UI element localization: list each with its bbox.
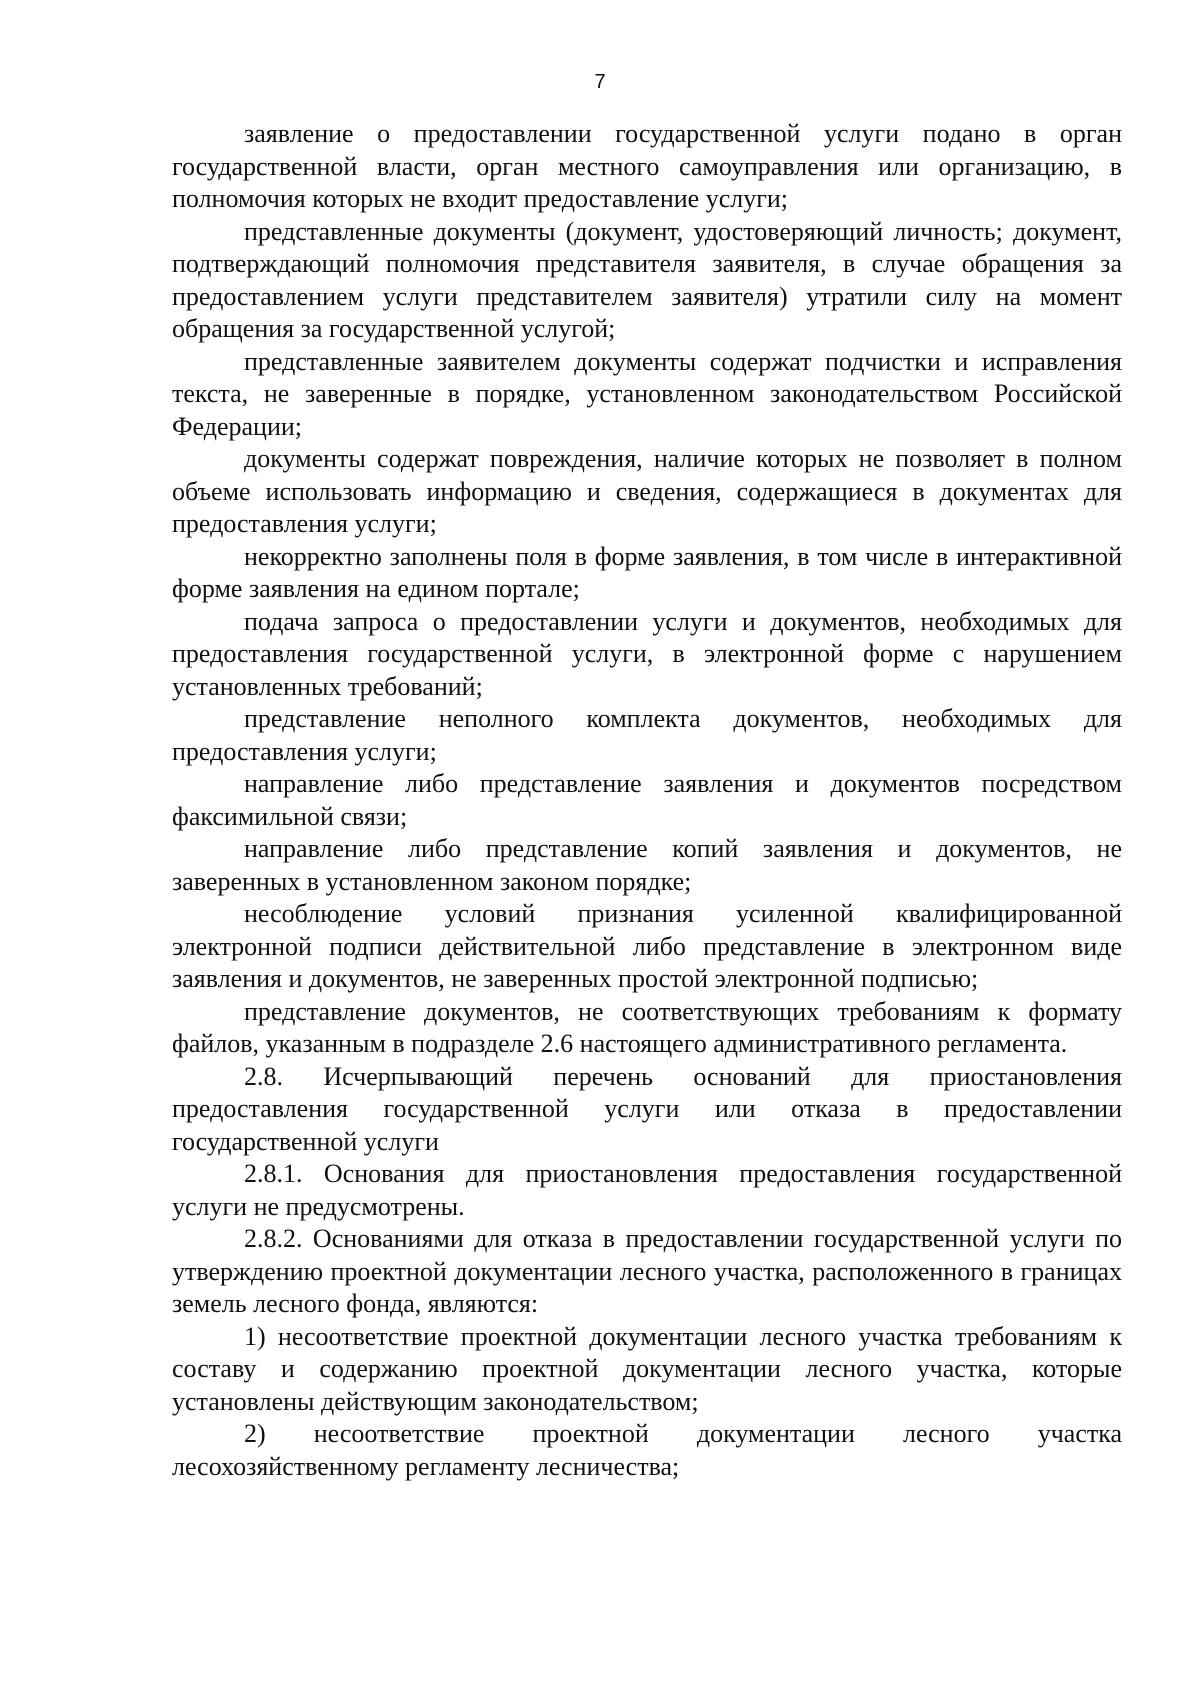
paragraph: направление либо представление копий заявления и документов, не заверенных в установленном законом порядке; <box>172 834 1122 896</box>
paragraph: 2.8.2. Основаниями для отказа в предоставлении государственной услуги по утверждению проектной документации лесного участка, расположенного в границах земель лесного фонда, являются: <box>172 1224 1122 1318</box>
paragraph: документы содержат повреждения, наличие которых не позволяет в полном объеме использовать информацию и сведения, содержащиеся в документах для предоставления услуги; <box>172 444 1122 538</box>
paragraph: представление документов, не соответствующих требованиям к формату файлов, указанным в подразделе 2.6 настоящего административного регламента. <box>172 996 1122 1058</box>
paragraph: представление неполного комплекта документов, необходимых для предоставления услуги; <box>172 704 1122 766</box>
list-item: 2) несоответствие проектной документации лесного участка лесохозяйственному регламенту лесничества; <box>172 1419 1122 1481</box>
paragraph: подача запроса о предоставлении услуги и документов, необходимых для предоставления государственной услуги, в электронной форме с нарушением установленных требований; <box>172 606 1122 701</box>
paragraph: 2.8.1. Основания для приостановления предоставления государственной услуги не предусмотрены. <box>172 1159 1122 1221</box>
paragraph: представленные документы (документ, удостоверяющий личность; документ, подтверждающий полномочия представителя заявителя, в случае обращения за предоставлением услуги представителем заявителя) утратили силу на момент обращения за государственной услугой; <box>172 216 1122 343</box>
paragraph: направление либо представление заявления и документов посредством факсимильной связи; <box>172 769 1122 831</box>
section-heading-2-8: 2.8. Исчерпывающий перечень оснований для приостановления предоставления государственной услуги или отказа в предоставлении государственной услуги <box>172 1061 1122 1156</box>
paragraph: представленные заявителем документы содержат подчистки и исправления текста, не заверенные в порядке, установленном законодательством Российской Федерации; <box>172 346 1122 441</box>
paragraph: заявление о предоставлении государственной услуги подано в орган государственной власти, орган местного самоуправления или организацию, в полномочия которых не входит предоставление услуги; <box>172 119 1122 213</box>
list-item: 1) несоответствие проектной документации лесного участка требованиям к составу и содержанию проектной документации лесного участка, которые установлены действующим законодательством; <box>172 1321 1122 1416</box>
body-text <box>172 118 1122 1483</box>
paragraph: несоблюдение условий признания усиленной квалифицированной электронной подписи действительной либо представление в электронном виде заявления и документов, не заверенных простой электронной подписью; <box>172 899 1122 993</box>
paragraph: некорректно заполнены поля в форме заявления, в том числе в интерактивной форме заявления на едином портале; <box>172 541 1122 603</box>
page-number: 7 <box>594 71 606 93</box>
